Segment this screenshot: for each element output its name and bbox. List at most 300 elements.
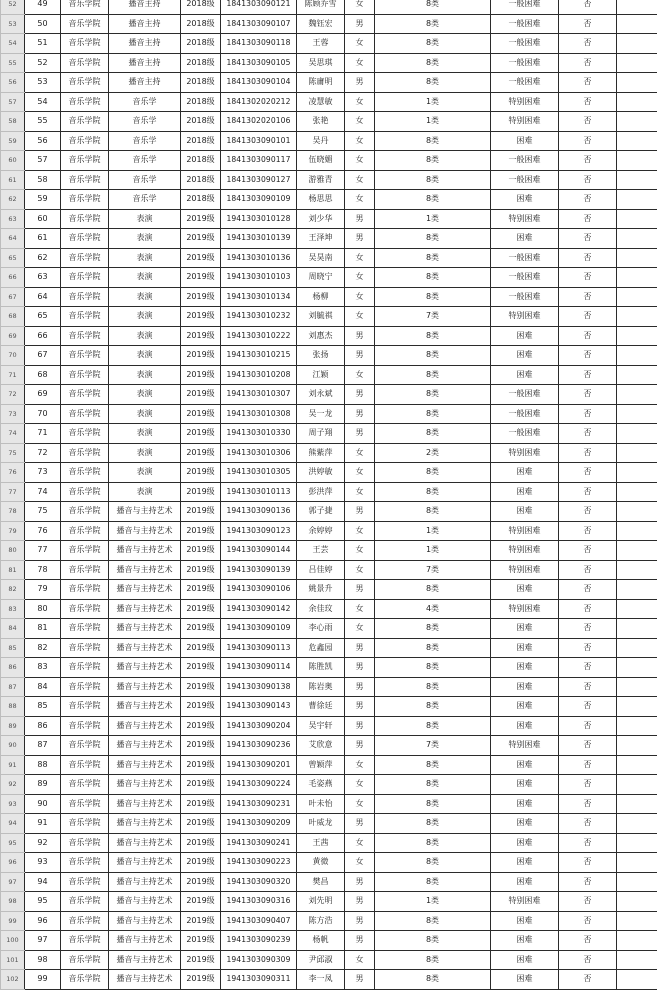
grade-cell: 2019级	[181, 755, 221, 775]
major-cell: 播音与主持艺术	[109, 716, 181, 736]
student-name-cell: 吴一龙	[297, 404, 345, 424]
gender-cell: 女	[345, 463, 375, 483]
difficulty-level-cell: 困难	[491, 755, 559, 775]
flag-cell: 否	[559, 521, 617, 541]
category-cell: 8类	[375, 73, 491, 93]
student-id-cell: 1941303090109	[221, 619, 297, 639]
grade-cell: 2019级	[181, 404, 221, 424]
student-name-cell: 吕佳婷	[297, 560, 345, 580]
sequence-number-cell: 83	[25, 658, 61, 678]
row-number-cell: 57	[1, 92, 25, 112]
college-cell: 音乐学院	[61, 92, 109, 112]
flag-cell: 否	[559, 307, 617, 327]
difficulty-level-cell: 困难	[491, 872, 559, 892]
student-id-cell: 1841303090127	[221, 170, 297, 190]
empty-cell-cell	[617, 560, 657, 580]
student-id-cell: 1941303090123	[221, 521, 297, 541]
difficulty-level-cell: 困难	[491, 716, 559, 736]
major-cell: 表演	[109, 404, 181, 424]
empty-cell-cell	[617, 872, 657, 892]
empty-cell-cell	[617, 580, 657, 600]
major-cell: 播音与主持艺术	[109, 521, 181, 541]
flag-cell: 否	[559, 541, 617, 561]
table-row	[1, 775, 657, 795]
college-cell: 音乐学院	[61, 658, 109, 678]
sequence-number-cell: 95	[25, 892, 61, 912]
row-number-cell: 91	[1, 755, 25, 775]
table-row	[1, 970, 657, 990]
table-row	[1, 287, 657, 307]
student-name-cell: 曹徐廷	[297, 697, 345, 717]
row-number-cell: 53	[1, 14, 25, 34]
student-id-cell: 1841303090105	[221, 53, 297, 73]
student-name-cell: 吴宇轩	[297, 716, 345, 736]
flag-cell: 否	[559, 151, 617, 171]
table-row	[1, 190, 657, 210]
student-id-cell: 1941303090236	[221, 736, 297, 756]
student-id-cell: 1941303010208	[221, 365, 297, 385]
difficulty-level-cell: 困难	[491, 638, 559, 658]
empty-cell-cell	[617, 53, 657, 73]
major-cell: 播音与主持艺术	[109, 736, 181, 756]
student-name-cell: 周晓宁	[297, 268, 345, 288]
sequence-number-cell: 58	[25, 170, 61, 190]
student-name-cell: 王芸	[297, 541, 345, 561]
major-cell: 表演	[109, 307, 181, 327]
gender-cell: 女	[345, 0, 375, 14]
difficulty-level-cell: 特别困难	[491, 599, 559, 619]
grade-cell: 2019级	[181, 482, 221, 502]
college-cell: 音乐学院	[61, 814, 109, 834]
table-row	[1, 92, 657, 112]
table-row	[1, 931, 657, 951]
flag-cell: 否	[559, 853, 617, 873]
student-id-cell: 1941303010308	[221, 404, 297, 424]
gender-cell: 男	[345, 346, 375, 366]
difficulty-level-cell: 困难	[491, 775, 559, 795]
student-id-cell: 1941303090241	[221, 833, 297, 853]
student-name-cell: 刘少华	[297, 209, 345, 229]
category-cell: 8类	[375, 268, 491, 288]
table-row	[1, 541, 657, 561]
gender-cell: 女	[345, 112, 375, 132]
difficulty-level-cell: 一般困难	[491, 73, 559, 93]
college-cell: 音乐学院	[61, 170, 109, 190]
major-cell: 表演	[109, 229, 181, 249]
gender-cell: 男	[345, 209, 375, 229]
college-cell: 音乐学院	[61, 521, 109, 541]
sequence-number-cell: 61	[25, 229, 61, 249]
row-number-cell: 87	[1, 677, 25, 697]
grade-cell: 2019级	[181, 463, 221, 483]
grade-cell: 2019级	[181, 424, 221, 444]
row-number-cell: 85	[1, 638, 25, 658]
student-name-cell: 李一凤	[297, 970, 345, 990]
category-cell: 8类	[375, 794, 491, 814]
student-name-cell: 刘毓祺	[297, 307, 345, 327]
table-row	[1, 619, 657, 639]
college-cell: 音乐学院	[61, 346, 109, 366]
student-id-cell: 1941303010306	[221, 443, 297, 463]
major-cell: 播音与主持艺术	[109, 560, 181, 580]
table-row	[1, 950, 657, 970]
college-cell: 音乐学院	[61, 209, 109, 229]
major-cell: 音乐学	[109, 112, 181, 132]
flag-cell: 否	[559, 931, 617, 951]
gender-cell: 男	[345, 14, 375, 34]
row-number-cell: 94	[1, 814, 25, 834]
student-name-cell: 游雅青	[297, 170, 345, 190]
college-cell: 音乐学院	[61, 833, 109, 853]
flag-cell: 否	[559, 892, 617, 912]
flag-cell: 否	[559, 697, 617, 717]
major-cell: 表演	[109, 482, 181, 502]
grade-cell: 2019级	[181, 950, 221, 970]
sequence-number-cell: 88	[25, 755, 61, 775]
major-cell: 播音与主持艺术	[109, 892, 181, 912]
category-cell: 8类	[375, 755, 491, 775]
student-id-cell: 1941303010136	[221, 248, 297, 268]
category-cell: 8类	[375, 482, 491, 502]
gender-cell: 男	[345, 502, 375, 522]
major-cell: 播音与主持艺术	[109, 833, 181, 853]
grade-cell: 2019级	[181, 970, 221, 990]
gender-cell: 男	[345, 73, 375, 93]
major-cell: 音乐学	[109, 170, 181, 190]
difficulty-level-cell: 困难	[491, 931, 559, 951]
student-id-cell: 1941303010139	[221, 229, 297, 249]
empty-cell-cell	[617, 131, 657, 151]
empty-cell-cell	[617, 73, 657, 93]
student-id-cell: 1941303090113	[221, 638, 297, 658]
empty-cell-cell	[617, 677, 657, 697]
category-cell: 8类	[375, 716, 491, 736]
row-number-cell: 73	[1, 404, 25, 424]
sequence-number-cell: 81	[25, 619, 61, 639]
grade-cell: 2018级	[181, 190, 221, 210]
difficulty-level-cell: 困难	[491, 794, 559, 814]
table-row	[1, 73, 657, 93]
gender-cell: 男	[345, 892, 375, 912]
college-cell: 音乐学院	[61, 385, 109, 405]
student-name-cell: 陈庸明	[297, 73, 345, 93]
student-id-cell: 1941303010307	[221, 385, 297, 405]
flag-cell: 否	[559, 716, 617, 736]
table-row	[1, 482, 657, 502]
difficulty-level-cell: 一般困难	[491, 424, 559, 444]
flag-cell: 否	[559, 463, 617, 483]
flag-cell: 否	[559, 872, 617, 892]
college-cell: 音乐学院	[61, 541, 109, 561]
college-cell: 音乐学院	[61, 560, 109, 580]
row-number-cell: 92	[1, 775, 25, 795]
table-row	[1, 424, 657, 444]
student-id-cell: 1941303090144	[221, 541, 297, 561]
gender-cell: 女	[345, 151, 375, 171]
student-name-cell: 李心雨	[297, 619, 345, 639]
college-cell: 音乐学院	[61, 853, 109, 873]
grade-cell: 2019级	[181, 209, 221, 229]
sequence-number-cell: 89	[25, 775, 61, 795]
row-number-cell: 80	[1, 541, 25, 561]
grade-cell: 2019级	[181, 736, 221, 756]
table-row	[1, 599, 657, 619]
table-row	[1, 463, 657, 483]
sequence-number-cell: 71	[25, 424, 61, 444]
student-id-cell: 1941303090224	[221, 775, 297, 795]
college-cell: 音乐学院	[61, 970, 109, 990]
student-name-cell: 刘永斌	[297, 385, 345, 405]
student-id-cell: 1941303010330	[221, 424, 297, 444]
row-number-cell: 95	[1, 833, 25, 853]
row-number-cell: 63	[1, 209, 25, 229]
row-number-cell: 96	[1, 853, 25, 873]
difficulty-level-cell: 一般困难	[491, 385, 559, 405]
flag-cell: 否	[559, 677, 617, 697]
flag-cell: 否	[559, 73, 617, 93]
student-id-cell: 1841302020212	[221, 92, 297, 112]
difficulty-level-cell: 一般困难	[491, 268, 559, 288]
flag-cell: 否	[559, 92, 617, 112]
college-cell: 音乐学院	[61, 736, 109, 756]
category-cell: 8类	[375, 775, 491, 795]
student-name-cell: 洪婷敏	[297, 463, 345, 483]
category-cell: 8类	[375, 131, 491, 151]
row-number-cell: 59	[1, 131, 25, 151]
table-row	[1, 385, 657, 405]
student-name-cell: 杨柳	[297, 287, 345, 307]
student-id-cell: 1841303090118	[221, 34, 297, 54]
major-cell: 播音与主持艺术	[109, 502, 181, 522]
student-id-cell: 1941303090223	[221, 853, 297, 873]
student-name-cell: 周子翔	[297, 424, 345, 444]
student-name-cell: 叶未怡	[297, 794, 345, 814]
difficulty-level-cell: 特别困难	[491, 521, 559, 541]
flag-cell: 否	[559, 326, 617, 346]
student-id-cell: 1841303090104	[221, 73, 297, 93]
row-number-cell: 56	[1, 73, 25, 93]
flag-cell: 否	[559, 619, 617, 639]
table-row	[1, 346, 657, 366]
student-name-cell: 艾欣意	[297, 736, 345, 756]
category-cell: 8类	[375, 170, 491, 190]
difficulty-level-cell: 困难	[491, 619, 559, 639]
major-cell: 播音与主持艺术	[109, 658, 181, 678]
difficulty-level-cell: 困难	[491, 833, 559, 853]
gender-cell: 女	[345, 755, 375, 775]
major-cell: 表演	[109, 385, 181, 405]
gender-cell: 女	[345, 92, 375, 112]
college-cell: 音乐学院	[61, 794, 109, 814]
empty-cell-cell	[617, 794, 657, 814]
college-cell: 音乐学院	[61, 638, 109, 658]
table-row	[1, 0, 657, 14]
difficulty-level-cell: 一般困难	[491, 248, 559, 268]
difficulty-level-cell: 困难	[491, 190, 559, 210]
gender-cell: 女	[345, 443, 375, 463]
category-cell: 8类	[375, 365, 491, 385]
student-id-cell: 1841302020106	[221, 112, 297, 132]
gender-cell: 男	[345, 911, 375, 931]
major-cell: 表演	[109, 268, 181, 288]
student-id-cell: 1941303090204	[221, 716, 297, 736]
empty-cell-cell	[617, 346, 657, 366]
major-cell: 播音与主持艺术	[109, 853, 181, 873]
sequence-number-cell: 50	[25, 14, 61, 34]
college-cell: 音乐学院	[61, 34, 109, 54]
row-number-cell: 83	[1, 599, 25, 619]
gender-cell: 男	[345, 736, 375, 756]
empty-cell-cell	[617, 151, 657, 171]
category-cell: 8类	[375, 34, 491, 54]
major-cell: 表演	[109, 443, 181, 463]
student-id-cell: 1841303090107	[221, 14, 297, 34]
grade-cell: 2019级	[181, 502, 221, 522]
sequence-number-cell: 70	[25, 404, 61, 424]
student-name-cell: 魏钰宏	[297, 14, 345, 34]
row-number-cell: 88	[1, 697, 25, 717]
row-number-cell: 55	[1, 53, 25, 73]
table-row	[1, 580, 657, 600]
flag-cell: 否	[559, 0, 617, 14]
category-cell: 8类	[375, 853, 491, 873]
row-number-cell: 76	[1, 463, 25, 483]
flag-cell: 否	[559, 229, 617, 249]
table-row	[1, 853, 657, 873]
major-cell: 播音与主持艺术	[109, 970, 181, 990]
student-id-cell: 1941303090142	[221, 599, 297, 619]
table-row	[1, 638, 657, 658]
gender-cell: 男	[345, 580, 375, 600]
student-name-cell: 陈岩奥	[297, 677, 345, 697]
table-row	[1, 365, 657, 385]
student-id-cell: 1941303090114	[221, 658, 297, 678]
college-cell: 音乐学院	[61, 365, 109, 385]
empty-cell-cell	[617, 833, 657, 853]
row-number-cell: 74	[1, 424, 25, 444]
student-name-cell: 樊昌	[297, 872, 345, 892]
student-name-cell: 曾颖萍	[297, 755, 345, 775]
empty-cell-cell	[617, 209, 657, 229]
gender-cell: 男	[345, 638, 375, 658]
category-cell: 8类	[375, 229, 491, 249]
difficulty-level-cell: 特别困难	[491, 736, 559, 756]
student-id-cell: 1941303010232	[221, 307, 297, 327]
college-cell: 音乐学院	[61, 619, 109, 639]
category-cell: 8类	[375, 697, 491, 717]
row-number-cell: 79	[1, 521, 25, 541]
gender-cell: 女	[345, 560, 375, 580]
college-cell: 音乐学院	[61, 677, 109, 697]
student-name-cell: 余婷婷	[297, 521, 345, 541]
student-id-cell: 1941303090316	[221, 892, 297, 912]
grade-cell: 2019级	[181, 326, 221, 346]
student-id-cell: 1941303090136	[221, 502, 297, 522]
empty-cell-cell	[617, 443, 657, 463]
student-id-cell: 1941303090138	[221, 677, 297, 697]
table-row	[1, 502, 657, 522]
row-number-cell: 78	[1, 502, 25, 522]
difficulty-level-cell: 困难	[491, 326, 559, 346]
empty-cell-cell	[617, 307, 657, 327]
sequence-number-cell: 56	[25, 131, 61, 151]
student-name-cell: 江颖	[297, 365, 345, 385]
college-cell: 音乐学院	[61, 307, 109, 327]
major-cell: 播音主持	[109, 14, 181, 34]
empty-cell-cell	[617, 92, 657, 112]
college-cell: 音乐学院	[61, 151, 109, 171]
major-cell: 播音与主持艺术	[109, 911, 181, 931]
gender-cell: 男	[345, 931, 375, 951]
college-cell: 音乐学院	[61, 443, 109, 463]
sequence-number-cell: 79	[25, 580, 61, 600]
flag-cell: 否	[559, 911, 617, 931]
student-name-cell: 吴丹	[297, 131, 345, 151]
grade-cell: 2019级	[181, 541, 221, 561]
empty-cell-cell	[617, 463, 657, 483]
category-cell: 8类	[375, 580, 491, 600]
student-id-cell: 1941303090209	[221, 814, 297, 834]
row-number-cell: 60	[1, 151, 25, 171]
empty-cell-cell	[617, 190, 657, 210]
empty-cell-cell	[617, 521, 657, 541]
sequence-number-cell: 49	[25, 0, 61, 14]
grade-cell: 2019级	[181, 677, 221, 697]
student-id-cell: 1941303090239	[221, 931, 297, 951]
difficulty-level-cell: 困难	[491, 853, 559, 873]
student-name-cell: 陈顾乔雪	[297, 0, 345, 14]
gender-cell: 男	[345, 229, 375, 249]
sequence-number-cell: 68	[25, 365, 61, 385]
major-cell: 表演	[109, 287, 181, 307]
college-cell: 音乐学院	[61, 326, 109, 346]
empty-cell-cell	[617, 970, 657, 990]
category-cell: 8类	[375, 151, 491, 171]
major-cell: 播音与主持艺术	[109, 541, 181, 561]
grade-cell: 2019级	[181, 794, 221, 814]
empty-cell-cell	[617, 599, 657, 619]
gender-cell: 女	[345, 307, 375, 327]
empty-cell-cell	[617, 619, 657, 639]
sequence-number-cell: 87	[25, 736, 61, 756]
empty-cell-cell	[617, 775, 657, 795]
gender-cell: 女	[345, 482, 375, 502]
table-row	[1, 814, 657, 834]
category-cell: 8类	[375, 404, 491, 424]
row-number-cell: 64	[1, 229, 25, 249]
flag-cell: 否	[559, 268, 617, 288]
category-cell: 1类	[375, 521, 491, 541]
gender-cell: 女	[345, 287, 375, 307]
row-number-cell: 77	[1, 482, 25, 502]
flag-cell: 否	[559, 170, 617, 190]
category-cell: 8类	[375, 638, 491, 658]
major-cell: 播音主持	[109, 73, 181, 93]
empty-cell-cell	[617, 0, 657, 14]
sequence-number-cell: 59	[25, 190, 61, 210]
grade-cell: 2019级	[181, 697, 221, 717]
college-cell: 音乐学院	[61, 112, 109, 132]
flag-cell: 否	[559, 502, 617, 522]
sequence-number-cell: 90	[25, 794, 61, 814]
sequence-number-cell: 92	[25, 833, 61, 853]
row-number-cell: 97	[1, 872, 25, 892]
flag-cell: 否	[559, 209, 617, 229]
major-cell: 播音与主持艺术	[109, 580, 181, 600]
empty-cell-cell	[617, 814, 657, 834]
row-number-cell: 54	[1, 34, 25, 54]
student-name-cell: 危鑫园	[297, 638, 345, 658]
